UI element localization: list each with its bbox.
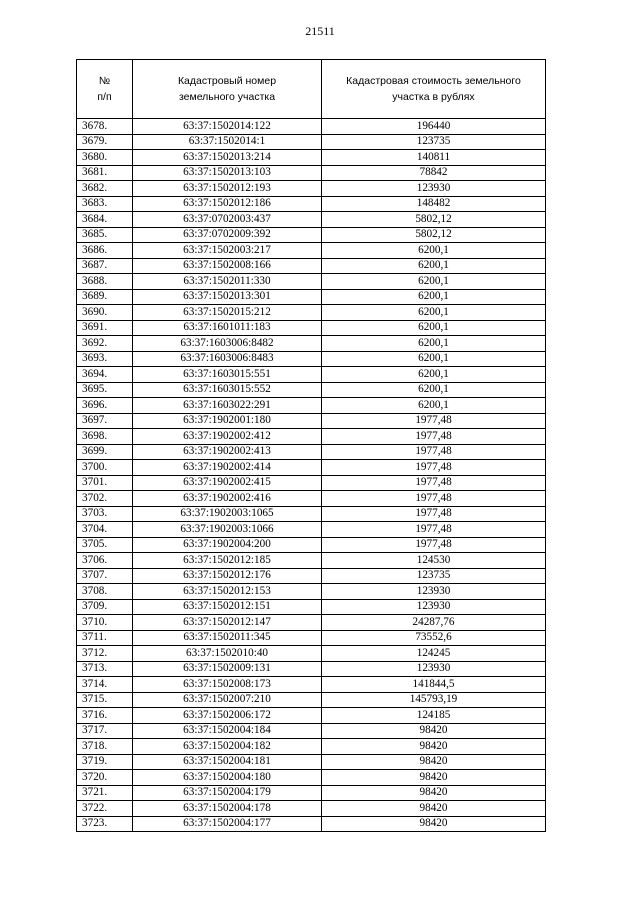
- cadastral-value: 5802,12: [322, 212, 546, 228]
- table-header: [77, 60, 546, 119]
- cadastral-value: 6200,1: [322, 367, 546, 383]
- cadastral-number: 63:37:1502012:153: [133, 584, 322, 600]
- table-row: [77, 553, 546, 569]
- row-number: 3716.: [77, 708, 133, 724]
- cadastral-number: 63:37:1502010:40: [133, 646, 322, 662]
- cadastral-value: 6200,1: [322, 243, 546, 259]
- table-row: [77, 429, 546, 445]
- cadastral-number: 63:37:1502003:217: [133, 243, 322, 259]
- table-row: [77, 491, 546, 507]
- table-row: [77, 739, 546, 755]
- cadastral-value: 124185: [322, 708, 546, 724]
- cadastral-number: 63:37:1603022:291: [133, 398, 322, 414]
- table-row: [77, 289, 546, 305]
- table-row: [77, 646, 546, 662]
- cadastral-value: 73552,6: [322, 630, 546, 646]
- table-row: [77, 274, 546, 290]
- cadastral-value: 24287,76: [322, 615, 546, 631]
- cadastral-value: 6200,1: [322, 274, 546, 290]
- table-row: [77, 212, 546, 228]
- cadastral-number: 63:37:1603015:552: [133, 382, 322, 398]
- cadastral-number: 63:37:0702009:392: [133, 227, 322, 243]
- cadastral-number: 63:37:1502012:186: [133, 196, 322, 212]
- cadastral-number: 63:37:1502004:180: [133, 770, 322, 786]
- table-row: [77, 398, 546, 414]
- table-row: [77, 351, 546, 367]
- cadastral-value: 5802,12: [322, 227, 546, 243]
- row-number: 3708.: [77, 584, 133, 600]
- row-number: 3721.: [77, 785, 133, 801]
- table-row: [77, 801, 546, 817]
- table-row: [77, 134, 546, 150]
- cadastral-number: 63:37:1902002:414: [133, 460, 322, 476]
- table-row: [77, 227, 546, 243]
- cadastral-value: 6200,1: [322, 320, 546, 336]
- cadastral-value: 98420: [322, 770, 546, 786]
- cadastral-number: 63:37:1502007:210: [133, 692, 322, 708]
- cadastral-value: 6200,1: [322, 289, 546, 305]
- row-number: 3693.: [77, 351, 133, 367]
- cadastral-number: 63:37:1902004:200: [133, 537, 322, 553]
- cadastral-value: 123930: [322, 661, 546, 677]
- table-row: [77, 615, 546, 631]
- header-row: [77, 60, 546, 119]
- row-number: 3723.: [77, 816, 133, 832]
- cadastral-value: 123930: [322, 599, 546, 615]
- cadastral-number: 63:37:1502004:178: [133, 801, 322, 817]
- table-row: [77, 336, 546, 352]
- cadastral-number: 63:37:1502014:122: [133, 119, 322, 135]
- cadastral-number: 63:37:1902001:180: [133, 413, 322, 429]
- table-row: [77, 413, 546, 429]
- row-number: 3697.: [77, 413, 133, 429]
- table-row: [77, 475, 546, 491]
- cadastral-number: 63:37:1601011:183: [133, 320, 322, 336]
- cadastral-value: 1977,48: [322, 522, 546, 538]
- table-row: [77, 320, 546, 336]
- cadastral-number: 63:37:1902003:1066: [133, 522, 322, 538]
- cadastral-value: 98420: [322, 785, 546, 801]
- table-row: [77, 181, 546, 197]
- cadastral-value: 1977,48: [322, 491, 546, 507]
- cadastral-number: 63:37:1502012:147: [133, 615, 322, 631]
- cadastral-number: 63:37:1902002:416: [133, 491, 322, 507]
- cadastral-value: 141844,5: [322, 677, 546, 693]
- row-number: 3709.: [77, 599, 133, 615]
- table-row: [77, 584, 546, 600]
- row-number: 3683.: [77, 196, 133, 212]
- cadastral-value: 196440: [322, 119, 546, 135]
- cadastral-value: 98420: [322, 816, 546, 832]
- row-number: 3710.: [77, 615, 133, 631]
- cadastral-number: 63:37:1502015:212: [133, 305, 322, 321]
- cadastral-number: 63:37:1502011:330: [133, 274, 322, 290]
- row-number: 3679.: [77, 134, 133, 150]
- row-number: 3696.: [77, 398, 133, 414]
- table-row: [77, 816, 546, 832]
- row-number: 3722.: [77, 801, 133, 817]
- table-row: [77, 723, 546, 739]
- row-number: 3692.: [77, 336, 133, 352]
- cadastral-number: 63:37:1502004:179: [133, 785, 322, 801]
- row-number: 3701.: [77, 475, 133, 491]
- cadastral-value: 6200,1: [322, 336, 546, 352]
- cadastral-number: 63:37:1902002:413: [133, 444, 322, 460]
- cadastral-value: 6200,1: [322, 351, 546, 367]
- table-row: [77, 692, 546, 708]
- cadastral-number: 63:37:1502012:185: [133, 553, 322, 569]
- cadastral-value: 123930: [322, 584, 546, 600]
- cadastral-number: 63:37:1502013:214: [133, 150, 322, 166]
- cadastral-number: 63:37:1502006:172: [133, 708, 322, 724]
- cadastral-number: 63:37:1502012:151: [133, 599, 322, 615]
- cadastral-value: 6200,1: [322, 305, 546, 321]
- cadastral-number: 63:37:1502013:301: [133, 289, 322, 305]
- cadastral-value: 98420: [322, 739, 546, 755]
- table-row: [77, 305, 546, 321]
- cadastre-table: [76, 59, 546, 832]
- cadastral-number: 63:37:1902002:412: [133, 429, 322, 445]
- cadastral-number: 63:37:1603006:8483: [133, 351, 322, 367]
- row-number: 3712.: [77, 646, 133, 662]
- cadastral-value: 98420: [322, 723, 546, 739]
- row-number: 3705.: [77, 537, 133, 553]
- cadastral-number: 63:37:1502013:103: [133, 165, 322, 181]
- page-number: 21511: [305, 24, 335, 38]
- row-number: 3687.: [77, 258, 133, 274]
- table-row: [77, 165, 546, 181]
- row-number: 3718.: [77, 739, 133, 755]
- table-row: [77, 754, 546, 770]
- cadastral-value: 1977,48: [322, 506, 546, 522]
- cadastral-number: 63:37:1603006:8482: [133, 336, 322, 352]
- cadastral-number: 63:37:1902003:1065: [133, 506, 322, 522]
- cadastral-value: 1977,48: [322, 444, 546, 460]
- cadastral-value: 123735: [322, 134, 546, 150]
- cadastral-value: 1977,48: [322, 460, 546, 476]
- row-number: 3682.: [77, 181, 133, 197]
- row-number: 3690.: [77, 305, 133, 321]
- cadastral-number: 63:37:1502004:184: [133, 723, 322, 739]
- table-row: [77, 382, 546, 398]
- table-row: [77, 196, 546, 212]
- cadastral-value: 140811: [322, 150, 546, 166]
- cadastral-value: 123930: [322, 181, 546, 197]
- table-row: [77, 150, 546, 166]
- row-number: 3691.: [77, 320, 133, 336]
- cadastral-number: 63:37:1502009:131: [133, 661, 322, 677]
- cadastral-value: 1977,48: [322, 413, 546, 429]
- cadastral-number: 63:37:1502014:1: [133, 134, 322, 150]
- cadastral-number: 63:37:1502012:193: [133, 181, 322, 197]
- row-number: 3684.: [77, 212, 133, 228]
- row-number: 3698.: [77, 429, 133, 445]
- cadastral-value: 6200,1: [322, 258, 546, 274]
- row-number: 3689.: [77, 289, 133, 305]
- row-number: 3704.: [77, 522, 133, 538]
- row-number: 3714.: [77, 677, 133, 693]
- table-row: [77, 770, 546, 786]
- table-row: [77, 444, 546, 460]
- cadastral-value: 78842: [322, 165, 546, 181]
- cadastral-number: 63:37:0702003:437: [133, 212, 322, 228]
- cadastral-value: 98420: [322, 754, 546, 770]
- row-number: 3678.: [77, 119, 133, 135]
- cadastral-value: 123735: [322, 568, 546, 584]
- row-number: 3700.: [77, 460, 133, 476]
- cadastral-value: 124245: [322, 646, 546, 662]
- cadastral-number: 63:37:1502012:176: [133, 568, 322, 584]
- table-row: [77, 661, 546, 677]
- table-body: [77, 119, 546, 832]
- table-row: [77, 599, 546, 615]
- row-number: 3685.: [77, 227, 133, 243]
- table-row: [77, 367, 546, 383]
- row-number: 3695.: [77, 382, 133, 398]
- row-number: 3699.: [77, 444, 133, 460]
- row-number: 3688.: [77, 274, 133, 290]
- cadastral-value: 98420: [322, 801, 546, 817]
- table-row: [77, 460, 546, 476]
- row-number: 3719.: [77, 754, 133, 770]
- row-number: 3680.: [77, 150, 133, 166]
- cadastral-value: 145793,19: [322, 692, 546, 708]
- row-number: 3720.: [77, 770, 133, 786]
- table-row: [77, 708, 546, 724]
- row-number: 3713.: [77, 661, 133, 677]
- table-row: [77, 522, 546, 538]
- cadastral-number: 63:37:1902002:415: [133, 475, 322, 491]
- cadastral-value: 124530: [322, 553, 546, 569]
- header-cadastral-number: Кадастровый номер земельного участка: [133, 60, 322, 119]
- table-row: [77, 630, 546, 646]
- row-number: 3715.: [77, 692, 133, 708]
- cadastral-number: 63:37:1502011:345: [133, 630, 322, 646]
- row-number: 3703.: [77, 506, 133, 522]
- cadastral-number: 63:37:1502004:177: [133, 816, 322, 832]
- cadastral-value: 6200,1: [322, 382, 546, 398]
- table-row: [77, 537, 546, 553]
- table-row: [77, 258, 546, 274]
- table-row: [77, 243, 546, 259]
- table-row: [77, 568, 546, 584]
- row-number: 3717.: [77, 723, 133, 739]
- cadastral-value: 1977,48: [322, 475, 546, 491]
- header-cadastral-value: Кадастровая стоимость земельного участка в рублях: [322, 60, 546, 119]
- row-number: 3706.: [77, 553, 133, 569]
- cadastral-number: 63:37:1502008:173: [133, 677, 322, 693]
- cadastral-value: 6200,1: [322, 398, 546, 414]
- table-row: [77, 785, 546, 801]
- table-row: [77, 677, 546, 693]
- cadastral-number: 63:37:1502004:182: [133, 739, 322, 755]
- cadastral-number: 63:37:1603015:551: [133, 367, 322, 383]
- row-number: 3681.: [77, 165, 133, 181]
- cadastral-number: 63:37:1502008:166: [133, 258, 322, 274]
- row-number: 3694.: [77, 367, 133, 383]
- row-number: 3702.: [77, 491, 133, 507]
- table-row: [77, 119, 546, 135]
- cadastral-value: 1977,48: [322, 429, 546, 445]
- table-row: [77, 506, 546, 522]
- row-number: 3686.: [77, 243, 133, 259]
- cadastral-number: 63:37:1502004:181: [133, 754, 322, 770]
- row-number: 3707.: [77, 568, 133, 584]
- row-number: 3711.: [77, 630, 133, 646]
- cadastral-value: 148482: [322, 196, 546, 212]
- cadastral-value: 1977,48: [322, 537, 546, 553]
- header-number: № п/п: [77, 60, 133, 119]
